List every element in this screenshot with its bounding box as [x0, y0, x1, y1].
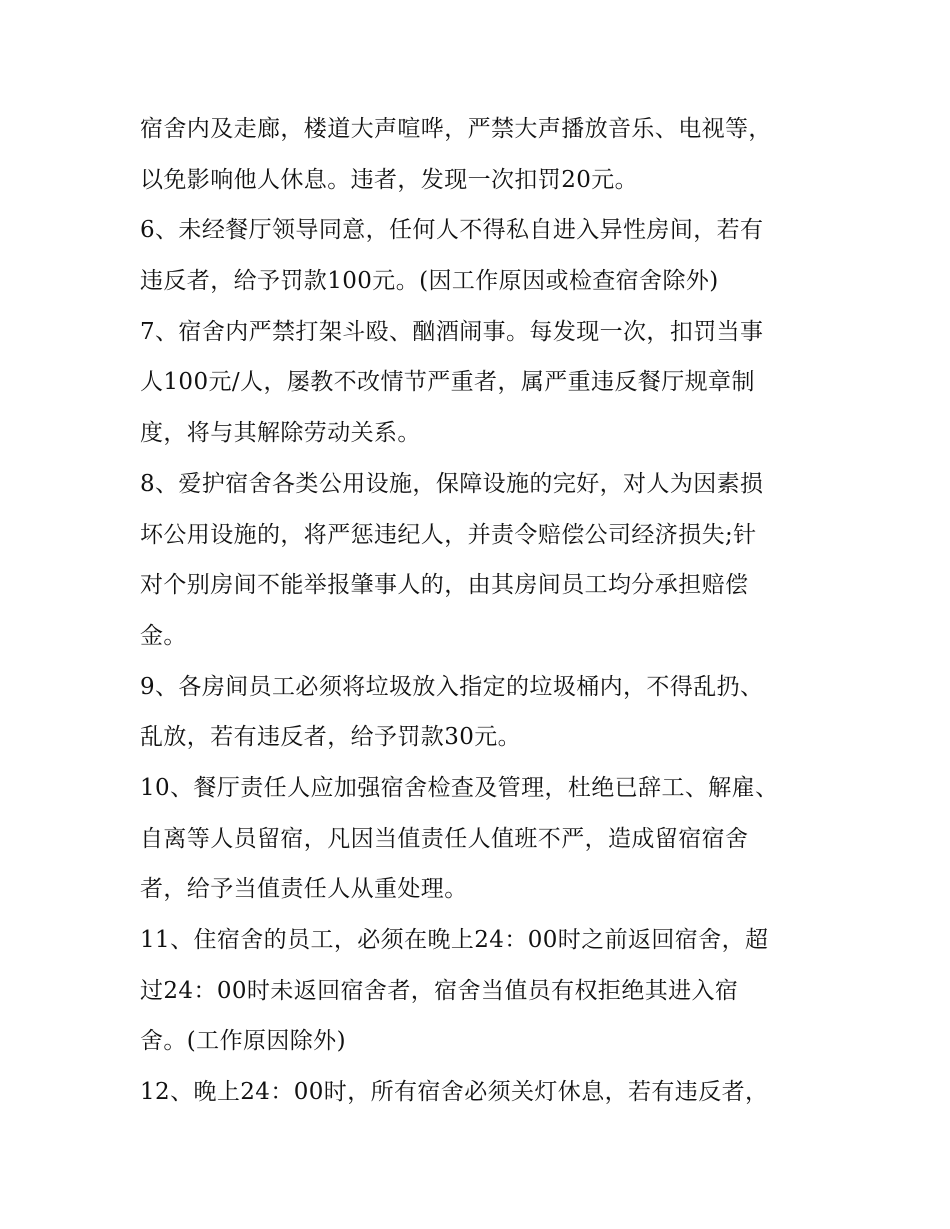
text-line: 宿舍内及走廊，楼道大声喧哗，严禁大声播放音乐、电视等， [140, 116, 772, 142]
document-body [140, 104, 820, 1118]
text-line: 者，给予当值责任人从重处理。 [140, 876, 468, 903]
text-line: 对个别房间不能举报肇事人的，由其房间员工均分承担赔偿 [140, 572, 749, 599]
text-line: 6、未经餐厅领导同意，任何人不得私自进入异性房间，若有 [140, 217, 764, 244]
text-line: 9、各房间员工必须将垃圾放入指定的垃圾桶内，不得乱扔、 [140, 673, 764, 700]
text-line: 违反者，给予罚款100元。(因工作原因或检查宿舍除外) [140, 268, 719, 295]
text-line: 7、宿舍内严禁打架斗殴、酗酒闹事。每发现一次，扣罚当事 [140, 318, 764, 345]
text-line: 过24：00时未返回宿舍者，宿舍当值员有权拒绝其进入宿 [140, 977, 739, 1004]
text-line: 11、住宿舍的员工，必须在晚上24：00时之前返回宿舍，超 [140, 927, 769, 953]
text-line: 乱放，若有违反者，给予罚款30元。 [140, 724, 522, 751]
text-line: 以免影响他人休息。违者，发现一次扣罚20元。 [140, 166, 639, 193]
text-line: 12、晚上24：00时，所有宿舍必须关灯休息，若有违反者， [140, 1079, 769, 1106]
text-line: 坏公用设施的，将严惩违纪人，并责令赔偿公司经济损失;针 [140, 521, 757, 548]
text-line: 舍。(工作原因除外) [140, 1028, 346, 1055]
text-line: 8、爱护宿舍各类公用设施，保障设施的完好，对人为因素损 [140, 470, 764, 497]
text-line: 10、餐厅责任人应加强宿舍检查及管理，杜绝已辞工、解雇、 [140, 774, 779, 801]
text-line: 度，将与其解除劳动关系。 [140, 420, 421, 447]
text-line: 金。 [140, 622, 187, 649]
text-line: 人100元/人，屡教不改情节严重者，属严重违反餐厅规章制 [140, 369, 755, 396]
text-line: 自离等人员留宿，凡因当值责任人值班不严，造成留宿宿舍 [140, 825, 749, 852]
